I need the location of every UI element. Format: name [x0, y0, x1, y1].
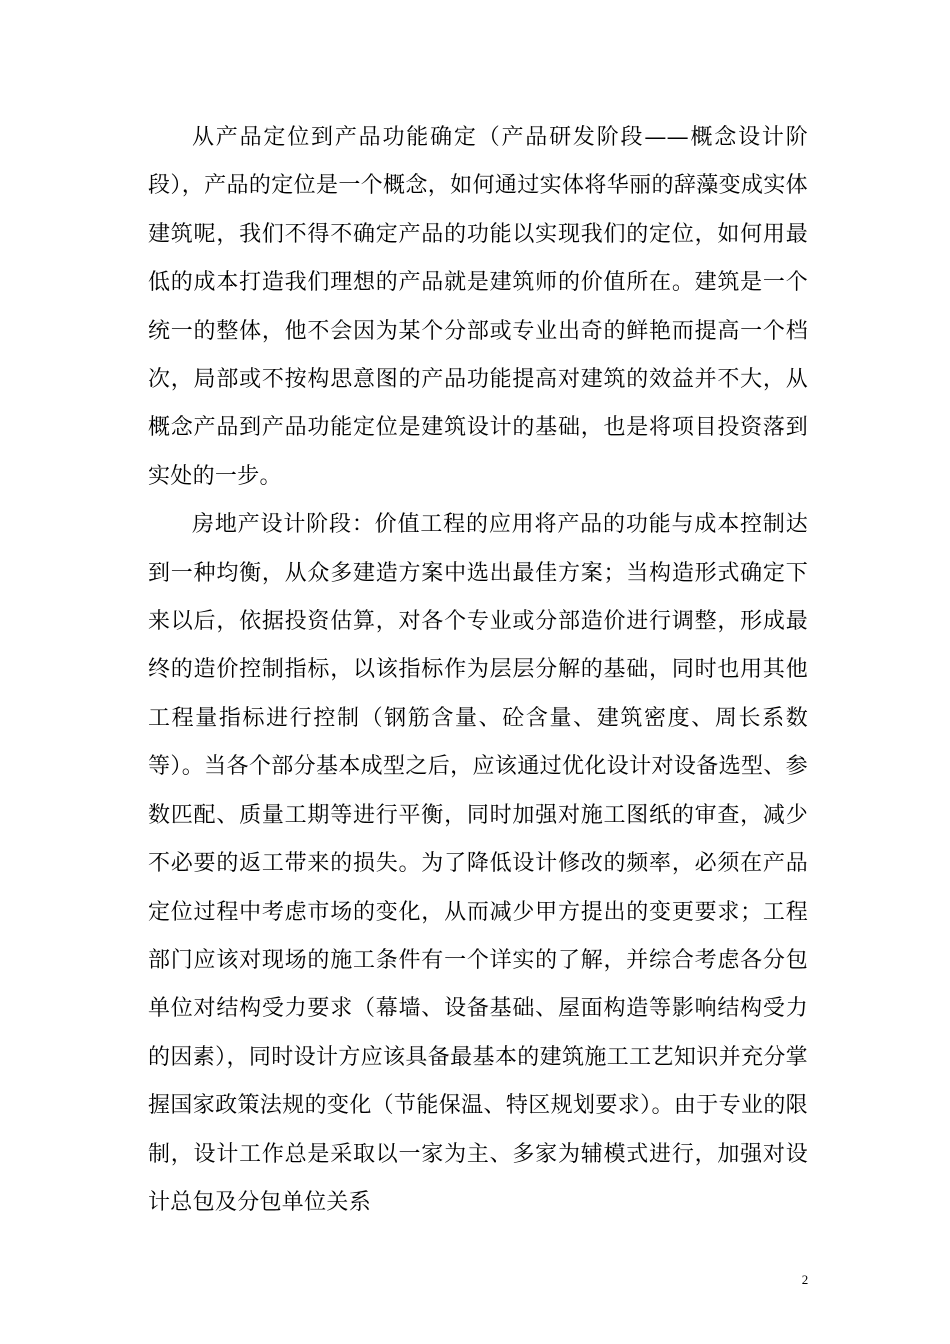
body-text [148, 114, 808, 1227]
paragraph-product-positioning: 从产品定位到产品功能确定（产品研发阶段——概念设计阶段），产品的定位是一个概念，如何通过实体将华丽的辞藻变成实体建筑呢，我们不得不确定产品的功能以实现我们的定位，如何用最低的成本打造我们理想的产品就是建筑师的价值所在。建筑是一个统一的整体，他不会因为某个分部或专业出奇的鲜艳而提高一个档次，局部或不按构思意图的产品功能提高对建筑的效益并不大，从概念产品到产品功能定位是建筑设计的基础，也是将项目投资落到实处的一步。 [148, 125, 808, 489]
page-number: 2 [801, 1272, 809, 1287]
paragraph-design-stage: 房地产设计阶段：价值工程的应用将产品的功能与成本控制达到一种均衡，从众多建造方案中选出最佳方案；当构造形式确定下来以后，依据投资估算，对各个专业或分部造价进行调整，形成最终的造价控制指标，以该指标作为层层分解的基础，同时也用其他工程量指标进行控制（钢筋含量、砼含量、建筑密度、周长系数等）。当各个部分基本成型之后，应该通过优化设计对设备选型、参数匹配、质量工期等进行平衡，同时加强对施工图纸的审查，减少不必要的返工带来的损失。为了降低设计修改的频率，必须在产品定位过程中考虑市场的变化，从而减少甲方提出的变更要求；工程部门应该对现场的施工条件有一个详实的了解，并综合考虑各分包单位对结构受力要求（幕墙、设备基础、屋面构造等影响结构受力的因素），同时设计方应该具备最基本的建筑施工工艺知识并充分掌握国家政策法规的变化（节能保温、特区规划要求）。由于专业的限制，设计工作总是采取以一家为主、多家为辅模式进行，加强对设计总包及分包单位关系 [148, 512, 808, 1215]
